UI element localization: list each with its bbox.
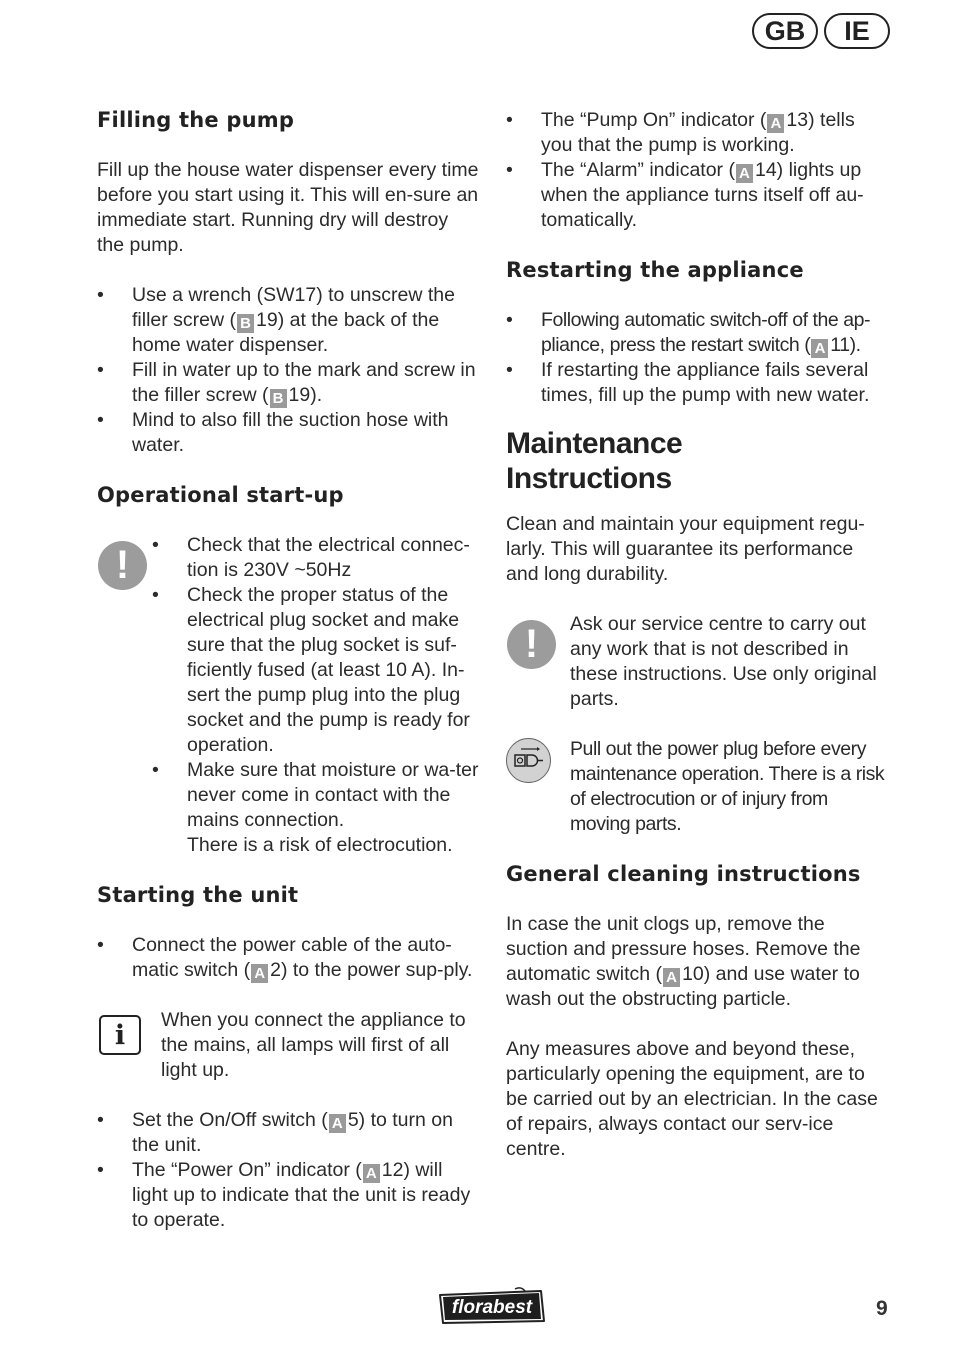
- warning-exclamation-icon: !: [98, 541, 147, 590]
- starting-section: [97, 883, 479, 1233]
- list-item: • Fill in water up to the mark and screw in the filler screw ( B 19).: [97, 358, 479, 408]
- logo-text: florabest: [451, 1297, 533, 1318]
- list-item: • Connect the power cable of the auto-matic switch ( A 2) to the power sup-ply.: [97, 933, 479, 983]
- filling-paragraph: Fill up the house water dispenser every time before you start using it. This will en-sure an immediate start. Running dry will destroy the pump.: [97, 159, 479, 256]
- right-column: [506, 108, 891, 1162]
- starting-heading: Starting the unit: [97, 883, 299, 907]
- maintenance-heading: Maintenance Instructions: [506, 427, 683, 495]
- electrocution-note: There is a risk of electrocution.: [187, 834, 453, 856]
- figure-ref-badge: A: [329, 1114, 346, 1133]
- country-code-ie: IE: [824, 13, 890, 49]
- filling-section: [97, 108, 479, 458]
- florabest-logo: [437, 1287, 547, 1325]
- info-icon: i: [99, 1015, 141, 1055]
- list-item: • Set the On/Off switch ( A 5) to turn on the unit.: [97, 1108, 479, 1158]
- figure-ref-badge: A: [811, 339, 828, 358]
- list-item: • Following automatic switch-off of the ap-pliance, press the restart switch ( A 11).: [506, 308, 891, 358]
- maintenance-section: [506, 426, 891, 837]
- warning-exclamation-icon: !: [507, 620, 556, 669]
- figure-ref-badge: B: [237, 314, 254, 333]
- restart-heading: Restarting the appliance: [506, 258, 804, 282]
- restart-section: [506, 258, 891, 408]
- startup-steps: [152, 533, 479, 858]
- filling-heading: Filling the pump: [97, 108, 295, 132]
- page-number: 9: [876, 1297, 888, 1320]
- cleaning-heading: General cleaning instructions: [506, 862, 861, 886]
- filling-steps: [97, 283, 479, 458]
- figure-ref-badge: B: [270, 389, 287, 408]
- figure-ref-badge: A: [767, 114, 784, 133]
- list-item: • Mind to also fill the suction hose with water.: [97, 408, 479, 458]
- list-item: • The “Power On” indicator ( A 12) will light up to indicate that the unit is ready to operate.: [97, 1158, 479, 1233]
- service-warning-text: Ask our service centre to carry out any work that is not described in these instructions. Use only original parts.: [570, 613, 877, 710]
- indicator-list: [506, 108, 891, 233]
- cleaning-paragraph-2: Any measures above and beyond these, particularly opening the equipment, are to be carried out by an electrician. In the case of repairs, always contact our serv-ice centre.: [506, 1038, 878, 1160]
- service-warning: [506, 612, 891, 712]
- list-item: • Use a wrench (SW17) to unscrew the filler screw ( B 19) at the back of the home water dispenser.: [97, 283, 479, 358]
- startup-heading: Operational start-up: [97, 483, 344, 507]
- list-item: • If restarting the appliance fails several times, fill up the pump with new water.: [506, 358, 891, 408]
- country-code-gb: GB: [752, 13, 818, 49]
- startup-warning: [97, 533, 479, 858]
- figure-ref-badge: A: [736, 164, 753, 183]
- unplug-warning: [506, 737, 891, 837]
- unplug-icon: [506, 738, 551, 783]
- list-item: • Check that the electrical connec-tion is 230V ~50Hz: [152, 533, 479, 583]
- list-item: • The “Alarm” indicator ( A 14) lights up when the appliance turns itself off au-tomatically.: [506, 158, 891, 233]
- left-column: [97, 108, 479, 1233]
- list-item: • The “Pump On” indicator ( A 13) tells you that the pump is working.: [506, 108, 891, 158]
- info-text: When you connect the appliance to the mains, all lamps will first of all light up.: [161, 1009, 466, 1081]
- figure-ref-badge: A: [663, 968, 680, 987]
- figure-ref-badge: A: [251, 964, 268, 983]
- figure-ref-badge: A: [363, 1164, 380, 1183]
- restart-steps: [506, 308, 891, 408]
- list-item: • Make sure that moisture or wa-ter never come in contact with the mains connection. There is a risk of electrocution.: [152, 758, 479, 858]
- startup-section: [97, 483, 479, 858]
- starting-steps-b: [97, 1108, 479, 1233]
- cleaning-section: [506, 862, 891, 1162]
- starting-steps-a: [97, 933, 479, 983]
- unplug-warning-text: Pull out the power plug before every maintenance operation. There is a risk of electrocution or of injury from moving parts.: [570, 738, 885, 835]
- info-note: [97, 1008, 479, 1083]
- maintenance-paragraph: Clean and maintain your equipment regu-larly. This will guarantee its performance and long durability.: [506, 513, 865, 585]
- list-item: • Check the proper status of the electrical plug socket and make sure that the plug socket is suf-ficiently fused (at least 10 A). In-sert the pump plug into the plug socket and the pump is ready for operation.: [152, 583, 479, 758]
- cleaning-paragraph-1: In case the unit clogs up, remove the suction and pressure hoses. Remove the automatic switch ( A 10) and use water to wash out the obstructing particle.: [506, 913, 861, 1010]
